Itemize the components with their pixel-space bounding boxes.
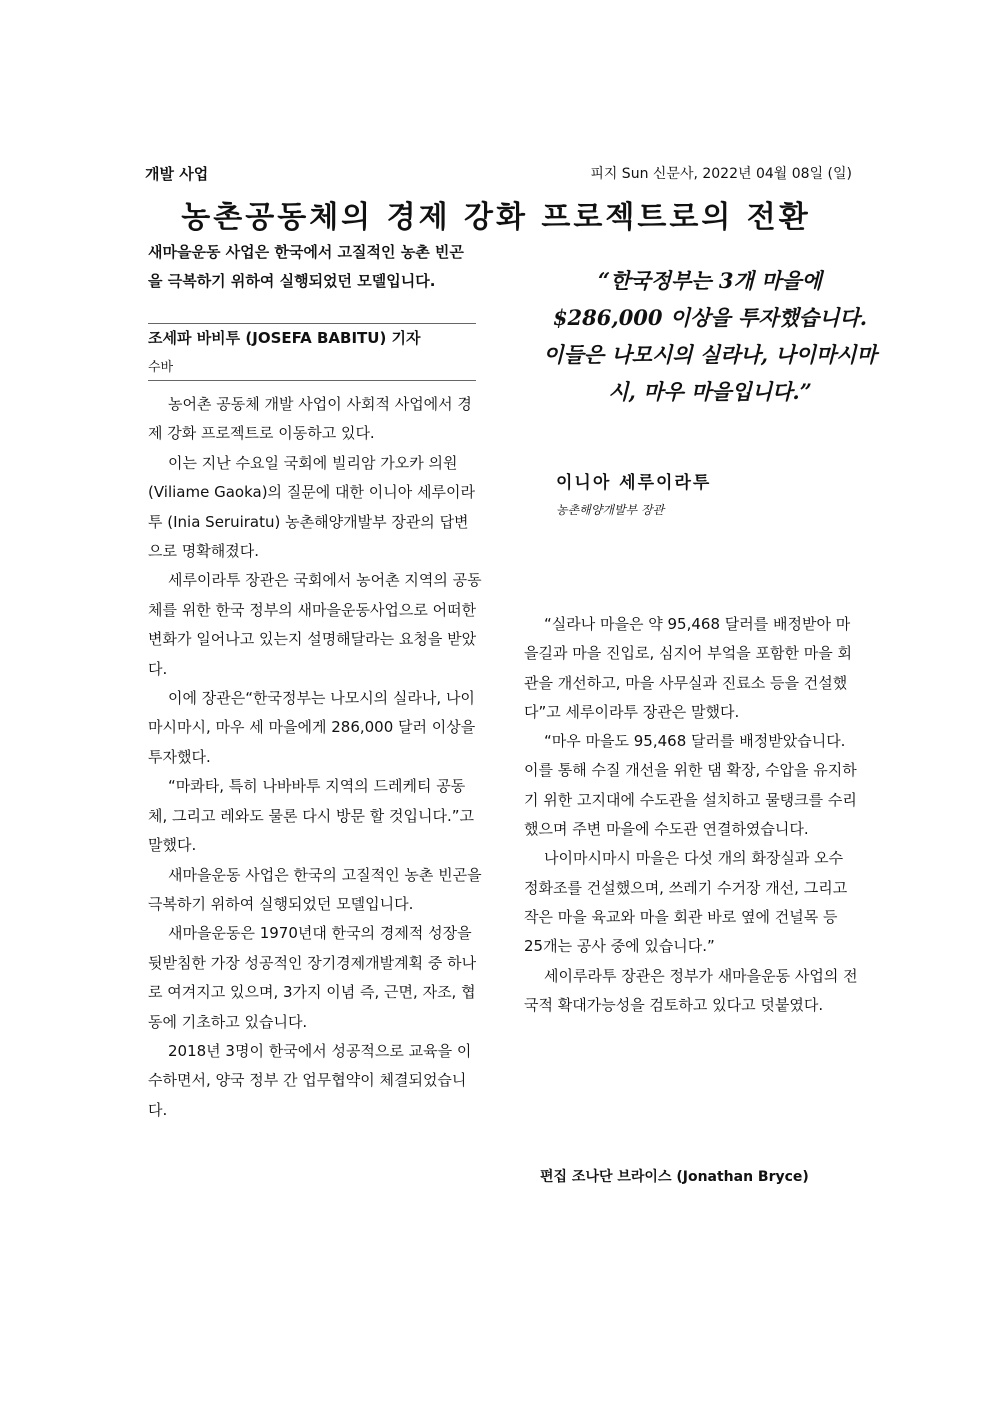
pull-quote: “한국정부는 3개 마을에 $286,000 이상을 투자했습니다. 이들은 나모시의 실라나, 나이마시마시, 마우 마을입니다.” [543, 268, 877, 404]
section-label: 개발 사업 [145, 165, 209, 183]
paragraph: 농어촌 공동체 개발 사업이 사회적 사업에서 경제 강화 프로젝트로 이동하고 있다. [148, 395, 472, 443]
paragraph: 2018년 3명이 한국에서 성공적으로 교육을 이수하면서, 양국 정부 간 업무협약이 체결되었습니다. [148, 1041, 472, 1119]
pull-quote-name: 이니아 세루이라투 [556, 473, 712, 493]
paragraph: “실라나 마을은 약 95,468 달러를 배정받아 마을길과 마을 진입로, 심지어 부엌을 포함한 마을 회관을 개선하고, 마을 사무실과 진료소 등을 건설했다”고 세루이라투 장관은 말했다. [524, 615, 852, 721]
paragraph: “마우 마을도 95,468 달러를 배정받았습니다. 이를 통해 수질 개선을 위한 댐 확장, 수압을 유지하기 위한 고지대에 수도관을 설치하고 물탱크를 수리했으며 주변 마을에 수도관 연결하였습니다. [524, 732, 857, 839]
headline: 농촌공동체의 경제 강화 프로젝트로의 전환 [181, 200, 811, 235]
divider [148, 323, 476, 324]
pull-quote-title: 농촌해양개발부 장관 [556, 503, 665, 517]
paragraph: 이는 지난 수요일 국회에 빌리암 가오카 의원(Viliame Gaoka)의 질문에 대한 이니아 세루이라투 (Inia Seruiratu) 농촌해양개발부 장관의 답변으로 명확해졌다. [148, 453, 475, 561]
byline-location: 수바 [148, 360, 174, 375]
paragraph: 이에 장관은“한국정부는 나모시의 실라나, 나이마시마시, 마우 세 마을에게 286,000 달러 이상을 투자했다. [148, 689, 476, 766]
paragraph: “마콰타, 특히 나바바투 지역의 드레케티 공동체, 그리고 레와도 물론 다시 방문 할 것입니다.”고 말했다. [148, 777, 474, 855]
lead-summary: 새마을운동 사업은 한국에서 고질적인 농촌 빈곤을 극복하기 위하여 실행되었던 모델입니다. [148, 243, 464, 290]
paragraph: 새마을운동은 1970년대 한국의 경제적 성장을 뒷받침한 가장 성공적인 장기경제개발계획 중 하나로 여겨지고 있으며, 3가지 이념 즉, 근면, 자조, 협동에 기초하고 있습니다. [148, 924, 477, 1031]
editor-credit: 편집 조나단 브라이스 (Jonathan Bryce) [540, 1169, 809, 1185]
paragraph: 새마을운동 사업은 한국의 고질적인 농촌 빈곤을 극복하기 위하여 실행되었던 모델입니다. [148, 865, 482, 913]
right-column [524, 610, 859, 1020]
paragraph: 세이루라투 장관은 정부가 새마을운동 사업의 전국적 확대가능성을 검토하고 있다고 덧붙였다. [524, 966, 858, 1014]
paragraph: 나이마시마시 마을은 다섯 개의 화장실과 오수 정화조를 건설했으며, 쓰레기 수거장 개선, 그리고 작은 마을 육교와 마을 회관 바로 옆에 건널목 등 25개는 공사 중에 있습니다.” [524, 849, 848, 956]
divider [148, 380, 476, 381]
dateline: 피지 Sun 신문사, 2022년 04월 08일 (일) [590, 166, 852, 182]
paragraph: 세루이라투 장관은 국회에서 농어촌 지역의 공동체를 위한 한국 정부의 새마을운동사업으로 어떠한 변화가 일어나고 있는지 설명해달라는 요청을 받았다. [148, 571, 482, 678]
byline-author: 조세파 바비투 (JOSEFA BABITU) 기자 [148, 329, 421, 347]
left-column [148, 390, 483, 1125]
